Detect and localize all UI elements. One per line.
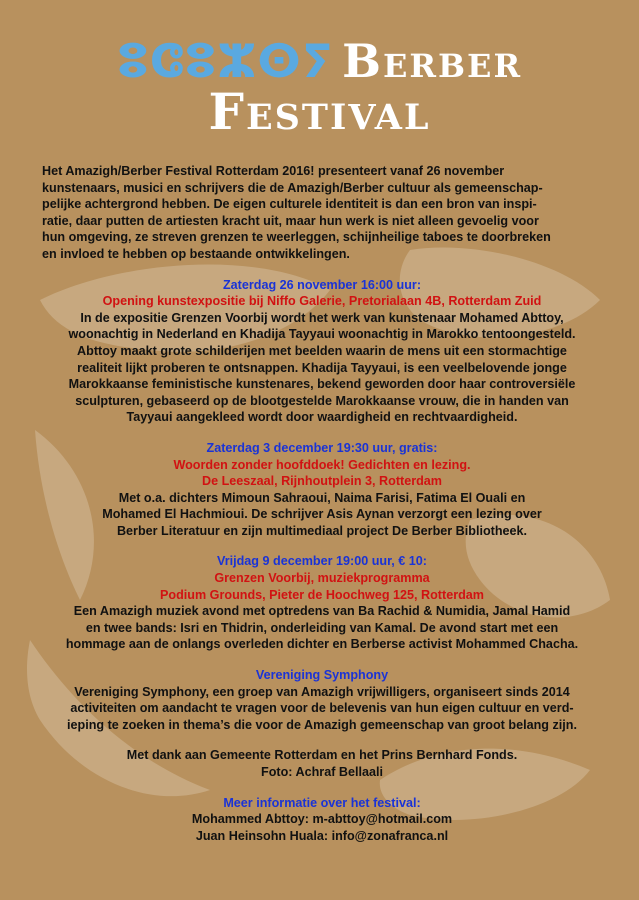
intro-line: kunstenaars, musici en schrijvers die de Amazigh/Berber cultuur als gemeenschap- [42,180,543,195]
title-berber: Berber [342,34,523,88]
event-section-2 [42,440,602,540]
event1-body-line: Abttoy maakt grote schilderijen met beelden waarin de mens uit een stormachtige [77,343,567,358]
event1-body-line: woonachtig in Nederland en Khadija Tayyaui woonachtig in Marokko tentoongesteld. [68,327,576,342]
event3-body-line: Een Amazigh muziek avond met optredens van Ba Rachid & Numidia, Jamal Hamid [73,604,571,619]
event1-body-line: Tayyaui aangekleed wordt door waardigheid en rechtvaardigheid. [126,410,518,425]
event1-body-line: sculpturen, gebaseerd op de blootgestelde Marokkaanse vrouw, die in handen van [75,393,569,408]
contact-heading: Meer informatie over het festival: [223,795,421,810]
festival-title-line1 [0,34,639,88]
event1-date: Zaterdag 26 november 16:00 uur: [222,277,422,292]
festival-title-line2: Festival [208,82,431,141]
event2-body-line: Mohamed El Hachmioui. De schrijver Asis Aynan verzorgt een lezing over [102,507,542,522]
event2-body-line: Met o.a. dichters Mimoun Sahraoui, Naima Farisi, Fatima El Ouali en [118,490,526,505]
event2-date: Zaterdag 3 december 19:30 uur, gratis: [206,440,438,455]
intro-line: Het Amazigh/Berber Festival Rotterdam 2016! presenteert vanaf 26 november [42,164,505,178]
symphony-body-line: ieping te zoeken in thema’s die voor de Amazigh gemeenschap van groot belang zijn. [67,717,577,732]
event1-headline: Opening kunstexpositie bij Niffo Galerie, Pretorialaan 4B, Rotterdam Zuid [102,294,542,309]
thanks-text: Met dank aan Gemeente Rotterdam en het Prins Bernhard Fonds. [126,748,518,763]
symphony-body-line: Vereniging Symphony, een groep van Amazigh vrijwilligers, organiseert sinds 2014 [74,684,570,699]
intro-line: hun omgeving, ze streven grenzen te weerleggen, schijnheilige taboes te doorbreken [42,230,551,245]
intro-line: en invloed te hebben op bestaande ontwikkelingen. [42,246,350,261]
event1-body-line: In de expositie Grenzen Voorbij wordt het werk van kunstenaar Mohamed Abttoy, [80,310,564,325]
event1-body-line: Marokkaanse feministische kunstenares, bekend geworden door haar controversiële [68,377,576,392]
intro-line: ratie, daar putten de artiesten kracht uit, maar hun werk is niet alleen gevoelig voor [42,213,539,228]
event3-body-line: en twee bands: Isri en Thidrin, onderleiding van Kamal. De avond start met een [85,620,559,635]
event1-body-line: realiteit lijkt proberen te ontsnappen. Khadija Tayyaui, is een veelbelovende jonge [77,360,567,375]
event2-venue: De Leeszaal, Rijnhoutplein 3, Rotterdam [201,474,443,489]
credits-section [42,747,602,780]
contact-section [42,795,602,845]
event2-headline: Woorden zonder hoofddoek! Gedichten en lezing. [173,457,471,472]
contact-line-heinsohn: Juan Heinsohn Huala: info@zonafranca.nl [195,828,449,843]
photo-credit: Foto: Achraf Bellaali [261,765,383,779]
event3-body-line: hommage aan de onlangs overleden dichter en Berberse activist Mohammed Chacha. [65,637,579,652]
intro-line: pelijke achtergrond hebben. De eigen culturele identiteit is dan een bron van inspi- [42,197,537,212]
event3-headline: Grenzen Voorbij, muziekprogramma [214,571,430,586]
intro-paragraph [42,163,602,263]
event2-body-line: Berber Literatuur en zijn multimediaal project De Berber Bibliotheek. [116,523,528,538]
event3-date: Vrijdag 9 december 19:00 uur, € 10: [217,554,427,569]
tifinagh-logo: ⵓⵛⵓⵣⵙⵢ [116,34,335,88]
poster-content [42,163,602,844]
event-section-1 [42,277,602,426]
symphony-section [42,667,602,733]
contact-line-abttoy: Mohammed Abttoy: m-abttoy@hotmail.com [191,812,453,827]
event-section-3 [42,553,602,653]
event3-venue: Podium Grounds, Pieter de Hoochweg 125, Rotterdam [160,587,484,602]
symphony-heading: Vereniging Symphony [255,668,389,683]
symphony-body-line: activiteiten om aandacht te vragen voor de belevenis van hun eigen cultuur en verd- [70,701,574,716]
